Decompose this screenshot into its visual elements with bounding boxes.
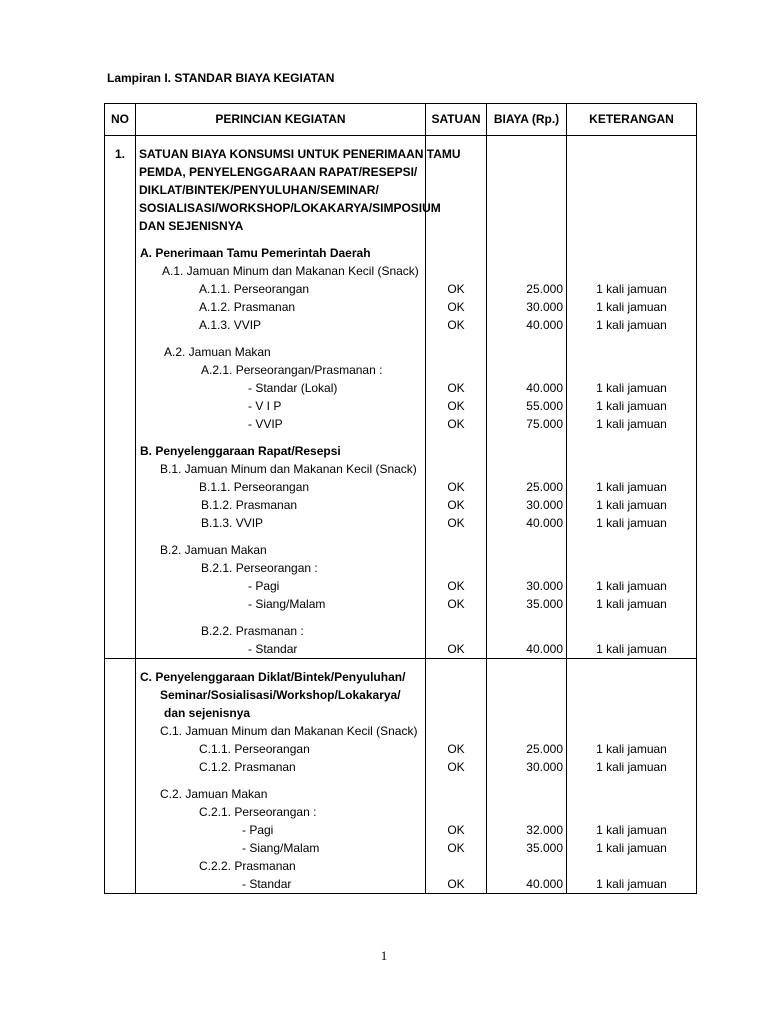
cell-no xyxy=(105,379,136,397)
cell-perincian: A. Penerimaan Tamu Pemerintah Daerah xyxy=(136,244,426,262)
cell-keterangan xyxy=(567,262,697,280)
spacer-cell xyxy=(136,136,426,146)
spacer-cell xyxy=(136,235,426,244)
cell-perincian: - Standar (Lokal) xyxy=(136,379,426,397)
header-satuan: SATUAN xyxy=(426,104,487,136)
table-header-row xyxy=(105,104,697,136)
cell-perincian: B.1.3. VVIP xyxy=(136,514,426,532)
table-row xyxy=(105,622,697,640)
table-row xyxy=(105,686,697,704)
cell-perincian: B.1.2. Prasmanan xyxy=(136,496,426,514)
cell-no xyxy=(105,839,136,857)
header-perincian: PERINCIAN KEGIATAN xyxy=(136,104,426,136)
cell-no xyxy=(105,857,136,875)
cell-keterangan xyxy=(567,622,697,640)
cell-no xyxy=(105,244,136,262)
cell-satuan xyxy=(426,668,487,686)
cell-keterangan xyxy=(567,460,697,478)
cell-perincian: C.1.2. Prasmanan xyxy=(136,758,426,776)
spacer-cell xyxy=(105,235,136,244)
spacer-cell xyxy=(105,613,136,622)
spacer-cell xyxy=(136,334,426,343)
cell-keterangan xyxy=(567,442,697,460)
cell-no xyxy=(105,163,136,181)
table-row xyxy=(105,496,697,514)
table-row xyxy=(105,758,697,776)
cell-perincian: - Pagi xyxy=(136,577,426,595)
cell-perincian: PEMDA, PENYELENGGARAAN RAPAT/RESEPSI/ xyxy=(136,163,426,181)
cell-keterangan xyxy=(567,785,697,803)
cell-no xyxy=(105,595,136,613)
table-row xyxy=(105,181,697,199)
spacer-cell xyxy=(426,334,487,343)
cell-no xyxy=(105,514,136,532)
table-row xyxy=(105,379,697,397)
table-row xyxy=(105,668,697,686)
cell-no xyxy=(105,397,136,415)
cell-keterangan: 1 kali jamuan xyxy=(567,758,697,776)
cell-perincian: B.1.1. Perseorangan xyxy=(136,478,426,496)
table-row xyxy=(105,640,697,659)
cell-keterangan xyxy=(567,343,697,361)
cell-satuan xyxy=(426,217,487,235)
cell-no xyxy=(105,577,136,595)
cell-perincian: Seminar/Sosialisasi/Workshop/Lokakarya/ xyxy=(136,686,426,704)
cell-no xyxy=(105,181,136,199)
cell-no xyxy=(105,262,136,280)
cell-biaya xyxy=(487,857,567,875)
cell-satuan xyxy=(426,181,487,199)
cell-biaya: 30.000 xyxy=(487,758,567,776)
cell-satuan: OK xyxy=(426,839,487,857)
table-row xyxy=(105,704,697,722)
table-row xyxy=(105,163,697,181)
cell-keterangan: 1 kali jamuan xyxy=(567,379,697,397)
cell-biaya xyxy=(487,541,567,559)
cost-standard-table xyxy=(104,103,697,894)
spacer-cell xyxy=(487,136,567,146)
cell-keterangan xyxy=(567,181,697,199)
spacer-cell xyxy=(105,532,136,541)
cell-satuan xyxy=(426,343,487,361)
cell-biaya xyxy=(487,145,567,163)
spacer-cell xyxy=(567,235,697,244)
cell-perincian: C. Penyelenggaraan Diklat/Bintek/Penyuluhan/ xyxy=(136,668,426,686)
cell-keterangan xyxy=(567,244,697,262)
spacer-row xyxy=(105,235,697,244)
cell-keterangan: 1 kali jamuan xyxy=(567,577,697,595)
cell-no xyxy=(105,298,136,316)
cell-biaya: 55.000 xyxy=(487,397,567,415)
cell-keterangan xyxy=(567,722,697,740)
spacer-cell xyxy=(105,776,136,785)
cell-no xyxy=(105,199,136,217)
table-row xyxy=(105,415,697,433)
spacer-cell xyxy=(567,776,697,785)
cell-biaya: 25.000 xyxy=(487,740,567,758)
cell-perincian: A.1.3. VVIP xyxy=(136,316,426,334)
cell-keterangan: 1 kali jamuan xyxy=(567,875,697,894)
cell-keterangan xyxy=(567,199,697,217)
cell-biaya xyxy=(487,686,567,704)
spacer-cell xyxy=(567,334,697,343)
cell-biaya xyxy=(487,262,567,280)
table-row xyxy=(105,442,697,460)
cell-no xyxy=(105,803,136,821)
cell-biaya xyxy=(487,199,567,217)
cell-satuan xyxy=(426,163,487,181)
cell-keterangan: 1 kali jamuan xyxy=(567,496,697,514)
cell-no xyxy=(105,217,136,235)
cell-satuan: OK xyxy=(426,478,487,496)
cell-no xyxy=(105,758,136,776)
spacer-cell xyxy=(567,659,697,669)
cell-biaya: 40.000 xyxy=(487,640,567,659)
cell-satuan: OK xyxy=(426,758,487,776)
spacer-cell xyxy=(105,334,136,343)
cell-perincian: A.1.2. Prasmanan xyxy=(136,298,426,316)
cell-biaya xyxy=(487,361,567,379)
cell-keterangan: 1 kali jamuan xyxy=(567,595,697,613)
cell-biaya xyxy=(487,785,567,803)
spacer-row xyxy=(105,613,697,622)
spacer-cell xyxy=(487,776,567,785)
table-row xyxy=(105,199,697,217)
spacer-cell xyxy=(105,433,136,442)
spacer-row xyxy=(105,776,697,785)
spacer-cell xyxy=(487,613,567,622)
cell-biaya: 32.000 xyxy=(487,821,567,839)
table-row xyxy=(105,280,697,298)
table-row xyxy=(105,595,697,613)
table-row xyxy=(105,514,697,532)
cell-perincian: - Standar xyxy=(136,875,426,894)
cell-no xyxy=(105,280,136,298)
cell-satuan: OK xyxy=(426,280,487,298)
cell-perincian: DIKLAT/BINTEK/PENYULUHAN/SEMINAR/ xyxy=(136,181,426,199)
spacer-row xyxy=(105,136,697,146)
cell-perincian: DAN SEJENISNYA xyxy=(136,217,426,235)
cell-keterangan: 1 kali jamuan xyxy=(567,280,697,298)
cell-no xyxy=(105,361,136,379)
cell-keterangan: 1 kali jamuan xyxy=(567,415,697,433)
cell-keterangan: 1 kali jamuan xyxy=(567,397,697,415)
table-body xyxy=(105,136,697,894)
cell-no xyxy=(105,316,136,334)
cell-perincian: B. Penyelenggaraan Rapat/Resepsi xyxy=(136,442,426,460)
cell-biaya xyxy=(487,181,567,199)
cell-no xyxy=(105,875,136,894)
cell-keterangan: 1 kali jamuan xyxy=(567,640,697,659)
header-keterangan: KETERANGAN xyxy=(567,104,697,136)
cell-biaya xyxy=(487,668,567,686)
table-row xyxy=(105,361,697,379)
table-row xyxy=(105,343,697,361)
cell-perincian: C.1. Jamuan Minum dan Makanan Kecil (Snack) xyxy=(136,722,426,740)
table-row xyxy=(105,740,697,758)
cell-biaya: 25.000 xyxy=(487,280,567,298)
spacer-cell xyxy=(426,613,487,622)
cell-biaya: 40.000 xyxy=(487,316,567,334)
spacer-cell xyxy=(105,659,136,669)
spacer-cell xyxy=(426,136,487,146)
cell-biaya: 30.000 xyxy=(487,298,567,316)
cell-perincian: B.1. Jamuan Minum dan Makanan Kecil (Snack) xyxy=(136,460,426,478)
spacer-cell xyxy=(487,235,567,244)
table-row xyxy=(105,785,697,803)
spacer-cell xyxy=(487,334,567,343)
cell-satuan: OK xyxy=(426,821,487,839)
spacer-row xyxy=(105,433,697,442)
cell-biaya: 30.000 xyxy=(487,496,567,514)
cell-no: 1. xyxy=(105,145,136,163)
cell-biaya: 30.000 xyxy=(487,577,567,595)
table-row xyxy=(105,722,697,740)
cell-satuan: OK xyxy=(426,875,487,894)
cell-biaya xyxy=(487,622,567,640)
cell-no xyxy=(105,478,136,496)
cell-perincian: SOSIALISASI/WORKSHOP/LOKAKARYA/SIMPOSIUM xyxy=(136,199,426,217)
cell-no xyxy=(105,722,136,740)
cell-satuan: OK xyxy=(426,298,487,316)
cell-keterangan xyxy=(567,686,697,704)
cell-biaya xyxy=(487,163,567,181)
cell-satuan: OK xyxy=(426,397,487,415)
cell-satuan xyxy=(426,686,487,704)
cell-satuan: OK xyxy=(426,379,487,397)
spacer-cell xyxy=(426,235,487,244)
cell-keterangan: 1 kali jamuan xyxy=(567,478,697,496)
cell-satuan: OK xyxy=(426,514,487,532)
cell-no xyxy=(105,704,136,722)
spacer-cell xyxy=(567,433,697,442)
cell-no xyxy=(105,460,136,478)
table-row xyxy=(105,559,697,577)
spacer-cell xyxy=(105,136,136,146)
spacer-row xyxy=(105,659,697,669)
cell-biaya xyxy=(487,442,567,460)
spacer-cell xyxy=(487,433,567,442)
cell-perincian: B.2. Jamuan Makan xyxy=(136,541,426,559)
spacer-cell xyxy=(426,532,487,541)
spacer-cell xyxy=(567,532,697,541)
cell-keterangan xyxy=(567,668,697,686)
cell-keterangan: 1 kali jamuan xyxy=(567,514,697,532)
cell-biaya xyxy=(487,559,567,577)
cell-keterangan: 1 kali jamuan xyxy=(567,839,697,857)
cell-no xyxy=(105,686,136,704)
cell-no xyxy=(105,740,136,758)
cell-no xyxy=(105,821,136,839)
cell-biaya: 35.000 xyxy=(487,595,567,613)
header-biaya: BIAYA (Rp.) xyxy=(487,104,567,136)
cell-satuan xyxy=(426,460,487,478)
table-row xyxy=(105,541,697,559)
cell-keterangan: 1 kali jamuan xyxy=(567,298,697,316)
cell-no xyxy=(105,442,136,460)
cell-perincian: A.1.1. Perseorangan xyxy=(136,280,426,298)
cell-keterangan xyxy=(567,803,697,821)
cell-no xyxy=(105,622,136,640)
cell-biaya: 40.000 xyxy=(487,514,567,532)
cell-satuan: OK xyxy=(426,415,487,433)
cell-satuan xyxy=(426,622,487,640)
cell-satuan xyxy=(426,559,487,577)
spacer-cell xyxy=(487,532,567,541)
cell-satuan: OK xyxy=(426,316,487,334)
spacer-cell xyxy=(426,433,487,442)
cell-biaya xyxy=(487,803,567,821)
table-row xyxy=(105,316,697,334)
cell-biaya: 35.000 xyxy=(487,839,567,857)
cell-biaya xyxy=(487,217,567,235)
cell-biaya: 25.000 xyxy=(487,478,567,496)
table-row xyxy=(105,875,697,894)
cell-satuan xyxy=(426,785,487,803)
table-row xyxy=(105,478,697,496)
spacer-cell xyxy=(136,613,426,622)
cell-biaya xyxy=(487,704,567,722)
cell-perincian: C.1.1. Perseorangan xyxy=(136,740,426,758)
cell-satuan: OK xyxy=(426,595,487,613)
cell-perincian: - Siang/Malam xyxy=(136,839,426,857)
table-row xyxy=(105,244,697,262)
cell-satuan xyxy=(426,262,487,280)
cell-keterangan: 1 kali jamuan xyxy=(567,316,697,334)
cell-no xyxy=(105,785,136,803)
table-row xyxy=(105,145,697,163)
cell-keterangan xyxy=(567,559,697,577)
cell-perincian: B.2.1. Perseorangan : xyxy=(136,559,426,577)
table-row xyxy=(105,577,697,595)
table-row xyxy=(105,217,697,235)
cell-perincian: C.2.2. Prasmanan xyxy=(136,857,426,875)
table-row xyxy=(105,821,697,839)
spacer-row xyxy=(105,532,697,541)
cell-perincian: C.2. Jamuan Makan xyxy=(136,785,426,803)
table-row xyxy=(105,397,697,415)
cell-perincian: - Pagi xyxy=(136,821,426,839)
spacer-cell xyxy=(487,659,567,669)
spacer-cell xyxy=(136,776,426,785)
cell-satuan xyxy=(426,361,487,379)
cell-satuan xyxy=(426,442,487,460)
cell-keterangan xyxy=(567,361,697,379)
cell-satuan xyxy=(426,722,487,740)
cell-biaya: 75.000 xyxy=(487,415,567,433)
page-title: Lampiran I. STANDAR BIAYA KEGIATAN xyxy=(107,71,335,85)
spacer-cell xyxy=(136,659,426,669)
spacer-row xyxy=(105,334,697,343)
cell-perincian: B.2.2. Prasmanan : xyxy=(136,622,426,640)
cell-satuan xyxy=(426,704,487,722)
cell-perincian: - VVIP xyxy=(136,415,426,433)
cell-satuan: OK xyxy=(426,577,487,595)
cell-satuan xyxy=(426,857,487,875)
spacer-cell xyxy=(136,433,426,442)
cell-no xyxy=(105,541,136,559)
spacer-cell xyxy=(426,776,487,785)
cell-satuan: OK xyxy=(426,740,487,758)
cell-perincian: A.1. Jamuan Minum dan Makanan Kecil (Snack) xyxy=(136,262,426,280)
cell-keterangan xyxy=(567,163,697,181)
cell-perincian: SATUAN BIAYA KONSUMSI UNTUK PENERIMAAN TAMU xyxy=(136,145,426,163)
cell-no xyxy=(105,640,136,659)
cell-no xyxy=(105,559,136,577)
cell-satuan xyxy=(426,244,487,262)
cell-perincian: dan sejenisnya xyxy=(136,704,426,722)
cell-keterangan xyxy=(567,704,697,722)
cell-keterangan xyxy=(567,217,697,235)
cell-no xyxy=(105,343,136,361)
page-number: 1 xyxy=(380,948,388,963)
spacer-cell xyxy=(567,613,697,622)
cell-no xyxy=(105,496,136,514)
table-row xyxy=(105,803,697,821)
spacer-cell xyxy=(567,136,697,146)
cell-no xyxy=(105,415,136,433)
table-row xyxy=(105,298,697,316)
cell-perincian: - Standar xyxy=(136,640,426,659)
cell-keterangan xyxy=(567,145,697,163)
cell-biaya xyxy=(487,722,567,740)
cell-satuan xyxy=(426,803,487,821)
cell-satuan: OK xyxy=(426,496,487,514)
cell-perincian: C.2.1. Perseorangan : xyxy=(136,803,426,821)
cell-biaya xyxy=(487,460,567,478)
table-row xyxy=(105,460,697,478)
cell-perincian: A.2. Jamuan Makan xyxy=(136,343,426,361)
header-no: NO xyxy=(105,104,136,136)
cell-biaya: 40.000 xyxy=(487,875,567,894)
cell-biaya xyxy=(487,343,567,361)
cell-no xyxy=(105,668,136,686)
table-row xyxy=(105,262,697,280)
cell-satuan: OK xyxy=(426,640,487,659)
cell-keterangan: 1 kali jamuan xyxy=(567,821,697,839)
cell-satuan xyxy=(426,541,487,559)
cell-biaya: 40.000 xyxy=(487,379,567,397)
table-row xyxy=(105,857,697,875)
cell-perincian: A.2.1. Perseorangan/Prasmanan : xyxy=(136,361,426,379)
spacer-cell xyxy=(426,659,487,669)
cell-biaya xyxy=(487,244,567,262)
cell-perincian: - V I P xyxy=(136,397,426,415)
cell-keterangan: 1 kali jamuan xyxy=(567,740,697,758)
cell-perincian: - Siang/Malam xyxy=(136,595,426,613)
spacer-cell xyxy=(136,532,426,541)
cell-keterangan xyxy=(567,857,697,875)
cell-keterangan xyxy=(567,541,697,559)
table-row xyxy=(105,839,697,857)
